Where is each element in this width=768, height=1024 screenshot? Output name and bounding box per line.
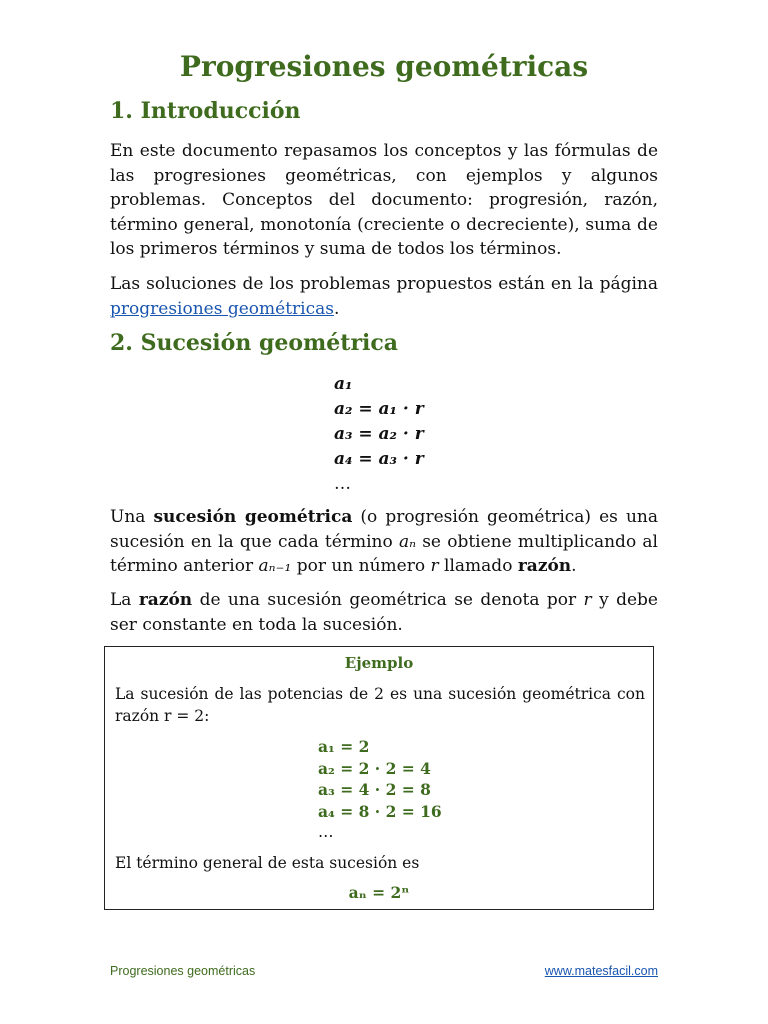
text-run: La [110,590,139,610]
example-term: a₂ = 2 · 2 = 4 [318,758,431,778]
formula-line: a₄ = a₃ · r [334,449,424,469]
text-run: . [571,556,577,577]
formula-line: a₃ = a₂ · r [334,424,424,444]
section-heading-introduccion: 1. Introducción [110,98,301,124]
example-term: a₃ = 4 · 2 = 8 [318,780,431,800]
formula-line: a₂ = a₁ · r [334,399,424,419]
progresiones-link[interactable]: progresiones geométricas [110,298,334,319]
formula-line: a₁ [334,374,353,394]
example-title: Ejemplo [344,654,414,672]
footer-title: Progresiones geométricas [110,964,256,978]
solutions-paragraph [110,272,658,321]
solutions-text: Las soluciones de los problemas propuestos están en la página [110,274,658,294]
text-run: y debe ser constante en toda la sucesión. [110,590,658,635]
example-ellipsis: … [318,823,334,842]
text-run: Una [110,507,154,527]
solutions-period: . [333,298,340,319]
definition-paragraph [110,505,658,579]
text-run: por un número [291,556,431,577]
example-intro: La sucesión de las potencias de 2 es una sucesión geométrica con razón r = 2: [115,685,645,725]
example-box [104,646,654,910]
intro-paragraph: En este documento repasamos los conceptos y las fórmulas de las progresiones geométricas, con ejemplos y algunos problemas. Conceptos del documento: progresión, razón, término general, monotonía (creciente o decreciente), suma de los primeros términos y suma de todos los términos. [110,141,658,260]
term-razon: razón [138,590,193,610]
math-var: aₙ₋₁ [258,556,292,577]
example-general-text: El término general de esta sucesión es [115,854,420,872]
formula-ellipsis: … [334,474,351,494]
text-run: se obtiene multiplicando al término anterior [110,531,658,577]
math-var: r [583,590,592,610]
text-run: de una sucesión geométrica se denota por [192,590,584,610]
text-run: llamado [438,556,518,577]
page-title: Progresiones geométricas [179,50,589,83]
footer-website-link[interactable]: www.matesfacil.com [544,964,658,978]
example-term: a₁ = 2 [318,737,370,756]
example-general-formula: aₙ = 2ⁿ [348,883,410,902]
example-term: a₄ = 8 · 2 = 16 [318,801,442,821]
text-run: (o progresión geométrica) es una sucesión en la que cada término [110,507,658,552]
section-heading-sucesion: 2. Sucesión geométrica [110,330,399,356]
math-var: r [430,556,439,577]
recurrence-formulas [334,372,424,497]
term-sucesion-geometrica: sucesión geométrica [153,507,353,527]
razon-paragraph [110,588,658,637]
example-terms [318,736,442,844]
math-var: aₙ [398,531,416,552]
term-razon: razón [517,556,572,577]
